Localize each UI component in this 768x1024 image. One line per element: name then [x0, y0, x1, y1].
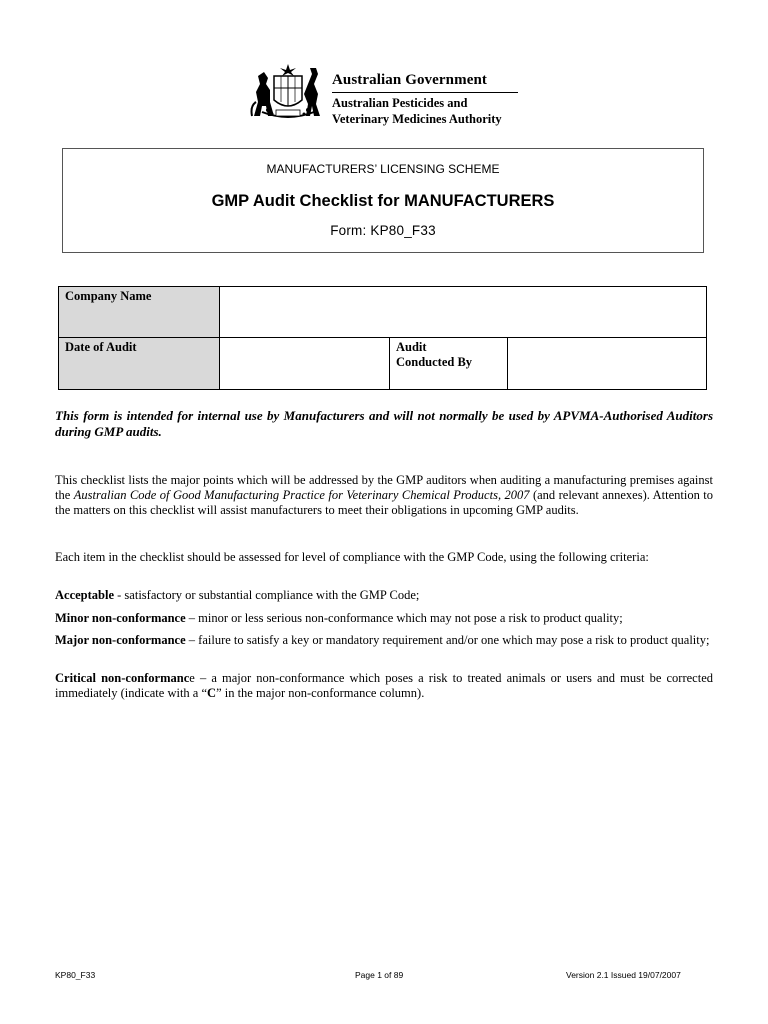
audit-conducted-by-field[interactable] [508, 338, 706, 389]
intro-paragraph [55, 473, 713, 518]
title-box [62, 148, 704, 253]
audit-conducted-by-label [390, 338, 508, 389]
criterion-minor [55, 611, 713, 626]
audit-conducted-by-label-line-2: Conducted By [396, 355, 473, 369]
audit-details-table [58, 286, 707, 390]
criteria-intro-paragraph: Each item in the checklist should be assessed for level of compliance with the GMP Code, using the following criteria: [55, 550, 649, 564]
critical-mark: C [207, 686, 217, 700]
company-name-label: Company Name [59, 287, 220, 338]
criterion-definition: - satisfactory or substantial compliance with the GMP Code; [114, 588, 420, 602]
header-rule [332, 92, 518, 93]
criterion-acceptable [55, 588, 713, 603]
criterion-definition-end: ” in the major non-conformance column). [216, 686, 425, 700]
criterion-term: Minor non-conformance [55, 611, 186, 625]
company-name-field[interactable] [220, 287, 706, 338]
footer-page-number: Page 1 of 89 [355, 970, 404, 980]
document-title: GMP Audit Checklist for MANUFACTURERS [211, 192, 555, 210]
internal-use-notice: This form is intended for internal use by Manufacturers and will not normally be used by APVMA-Authorised Auditors during GMP audits. [55, 408, 713, 439]
government-name: Australian Government [332, 72, 488, 88]
footer-form-code: KP80_F33 [55, 970, 96, 980]
agency-name-line-1: Australian Pesticides and [332, 96, 468, 110]
coat-of-arms-logo [248, 62, 328, 122]
criterion-definition: – a major non-conformance which poses a risk to treated animals or users and must be corrected immediately (indicate with a “ [55, 671, 713, 700]
footer-version: Version 2.1 Issued 19/07/2007 [566, 970, 681, 980]
criterion-term: Acceptable [55, 588, 115, 602]
intro-text-start: This checklist lists the major points which will be addressed by the GMP auditors when auditing a manufacturing premises against the [55, 473, 713, 502]
gmp-code-title: Australian Code of Good Manufacturing Practice for Veterinary Chemical Products, 2007 [73, 488, 530, 502]
criterion-term: Critical non-conformanc [55, 671, 190, 685]
criterion-major [55, 633, 713, 648]
form-identifier: Form: KP80_F33 [330, 223, 436, 238]
criterion-definition: – failure to satisfy a key or mandatory requirement and/or one which may pose a risk to product quality; [185, 633, 710, 647]
date-of-audit-label: Date of Audit [59, 338, 220, 389]
criterion-critical [55, 671, 713, 701]
date-of-audit-field[interactable] [220, 338, 390, 389]
scheme-heading: MANUFACTURERS’ LICENSING SCHEME [266, 162, 500, 176]
audit-conducted-by-label-line-1: Audit [396, 340, 427, 354]
agency-name-line-2: Veterinary Medicines Authority [332, 112, 502, 126]
criterion-term-tail: e [189, 671, 195, 685]
intro-text-end: (and relevant annexes). Attention to the matters on this checklist will assist manufacturers to meet their obligations in upcoming GMP audits. [55, 488, 713, 517]
criterion-definition: – minor or less serious non-conformance which may not pose a risk to product quality; [185, 611, 623, 625]
criterion-term: Major non-conformance [55, 633, 186, 647]
